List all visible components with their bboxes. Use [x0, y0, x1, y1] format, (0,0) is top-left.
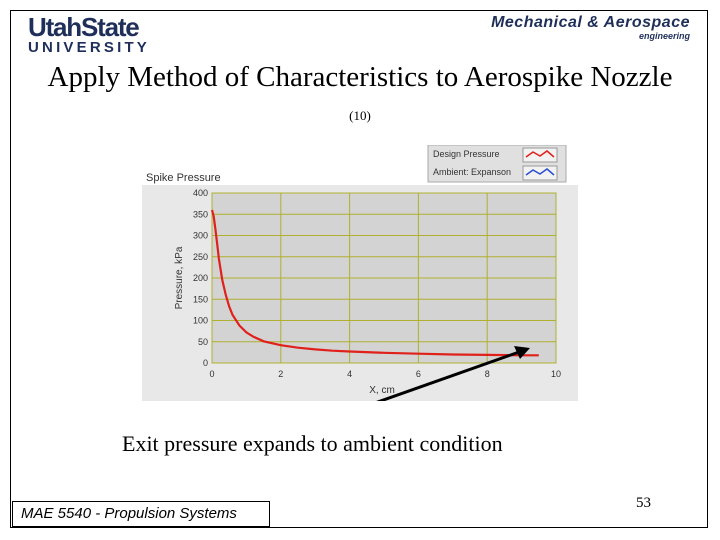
- x-axis-label: X, cm: [369, 385, 395, 396]
- title-main: Apply Method of Characteristics to Aerospike Nozzle: [47, 61, 673, 93]
- x-tick-label: 0: [209, 369, 215, 379]
- y-tick-label: 100: [192, 315, 208, 326]
- y-axis-label: Pressure, kPa: [174, 246, 185, 310]
- y-tick-label: 150: [192, 294, 208, 305]
- chart-title: Spike Pressure: [146, 172, 221, 184]
- y-tick-label: 300: [192, 230, 208, 241]
- dept-logo-main: Mechanical & Aerospace: [491, 14, 690, 31]
- x-tick-label: 10: [550, 369, 562, 379]
- x-tick-label: 4: [347, 369, 353, 379]
- y-tick-label: 50: [197, 336, 208, 347]
- title-number: (10): [349, 108, 371, 123]
- y-tick-label: 0: [202, 358, 208, 368]
- y-tick-label: 400: [192, 188, 208, 198]
- usu-logo: [28, 14, 152, 56]
- dept-logo: [468, 14, 698, 40]
- y-tick-label: 200: [192, 273, 208, 283]
- slide-caption: Exit pressure expands to ambient condition: [122, 431, 503, 456]
- page-number: 53: [636, 495, 651, 511]
- legend: [428, 145, 566, 182]
- legend-label-design-pressure: Design Pressure: [433, 149, 500, 159]
- x-tick-label: 6: [415, 369, 421, 379]
- spike-pressure-chart: [142, 145, 578, 401]
- y-tick-label: 250: [192, 251, 208, 262]
- dept-logo-sub: engineering: [638, 31, 690, 41]
- y-tick-label: 350: [192, 209, 208, 220]
- x-tick-label: 2: [278, 369, 284, 379]
- usu-logo-sub: UNIVERSITY: [28, 39, 151, 56]
- usu-logo-main: UtahState: [28, 12, 139, 42]
- slide-title: [40, 60, 680, 133]
- course-footer: MAE 5540 - Propulsion Systems: [12, 501, 270, 527]
- legend-label-ambient-expansion: Ambient: Expanson: [433, 167, 512, 177]
- x-tick-label: 8: [484, 369, 490, 379]
